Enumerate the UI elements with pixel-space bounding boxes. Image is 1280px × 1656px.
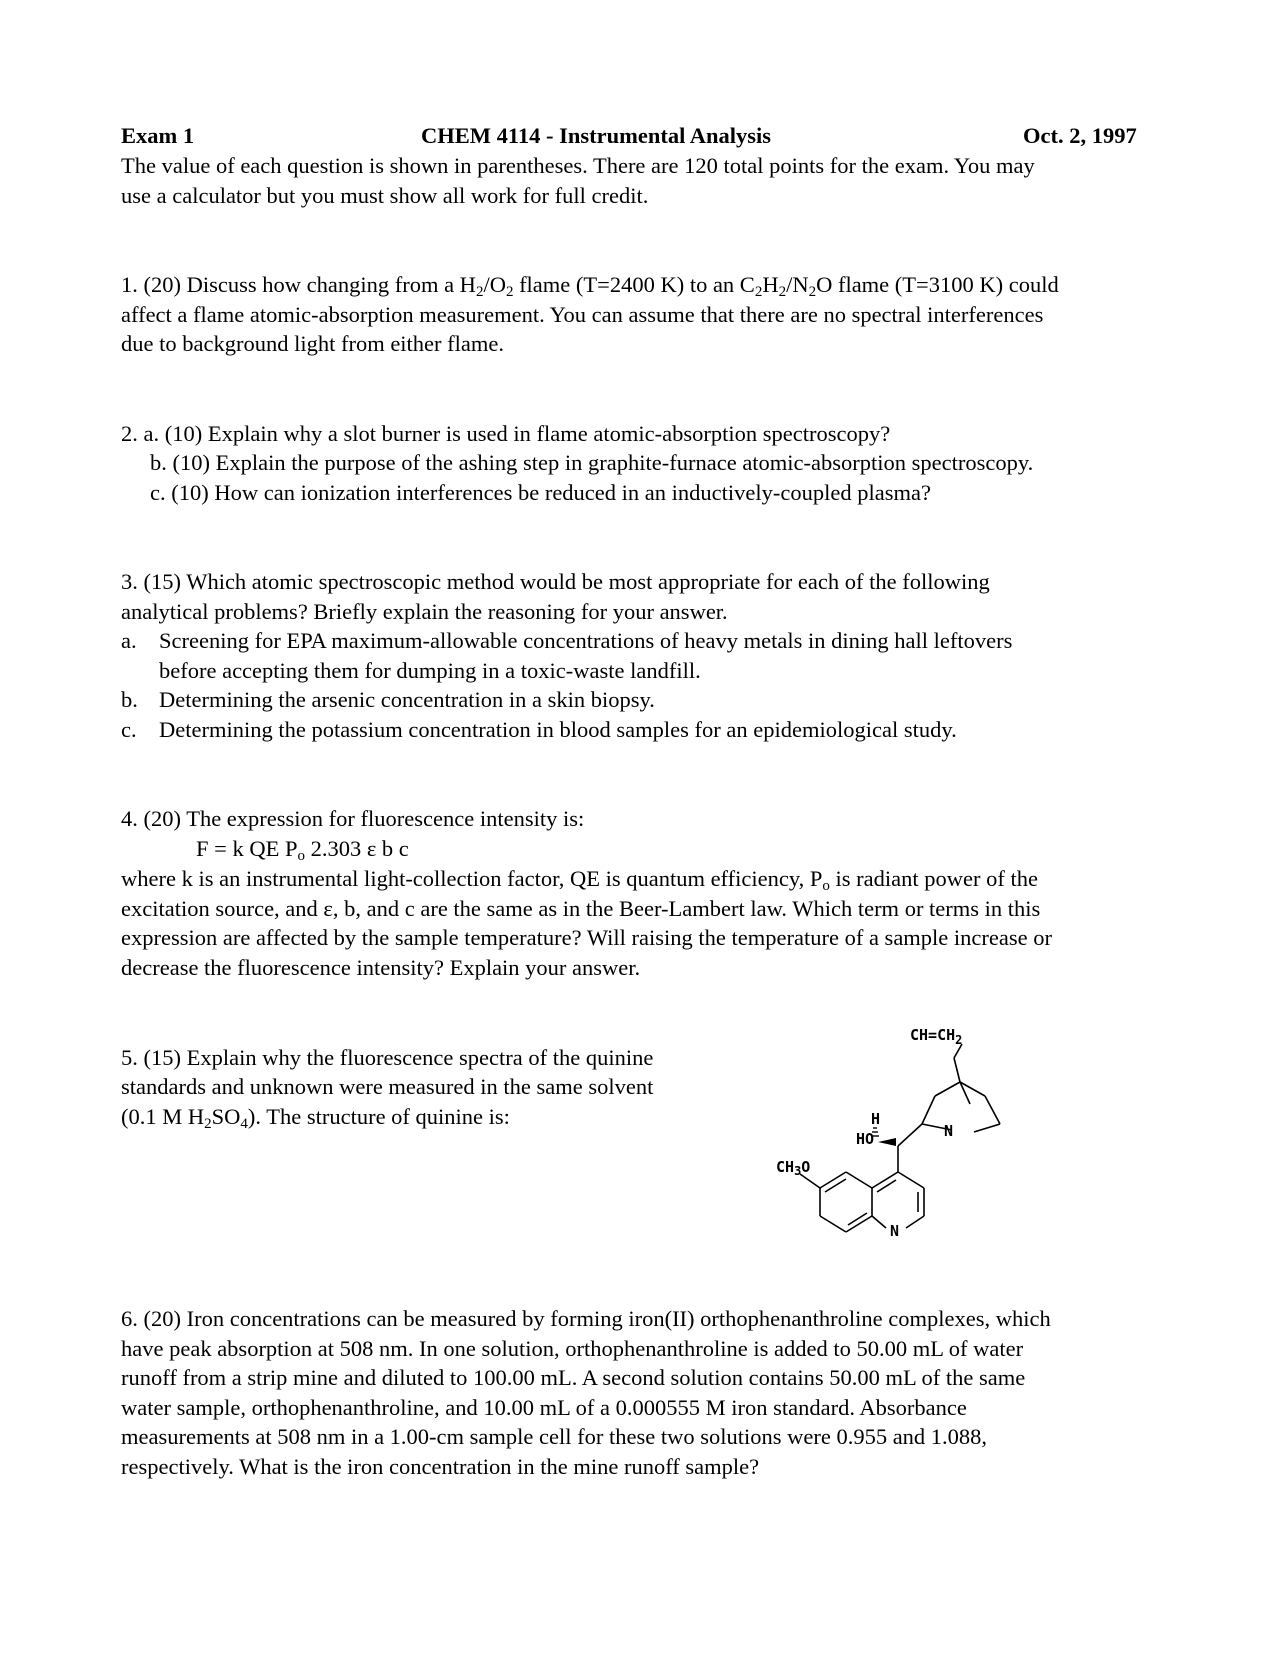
question-2b: b. (10) Explain the purpose of the ashing step in graphite-furnace atomic-absorption spectroscopy. [150,450,1034,475]
bridge-bond [954,1058,960,1082]
intro-line-1: The value of each question is shown in parentheses. There are 120 total points for the exam. You may [121,153,1035,178]
question-4-line-5: expression are affected by the sample temperature? Will raising the temperature of a sample increase or [121,925,1052,950]
question-3-line-2: analytical problems? Briefly explain the reasoning for your answer. [121,599,728,624]
question-3-item-c-line-1: Determining the potassium concentration in blood samples for an epidemiological study. [159,717,957,742]
question-6-line-3: runoff from a strip mine and diluted to 100.00 mL. A second solution contains 50.00 mL of the same [121,1365,1026,1390]
bridge-bond [985,1096,1000,1124]
question-6-line-2: have peak absorption at 508 nm. In one solution, orthophenanthroline is added to 50.00 mL of water [121,1336,1024,1361]
question-3-item-a-line-1: Screening for EPA maximum-allowable concentrations of heavy metals in dining hall leftovers [159,628,1013,653]
hydroxyl-wedge [878,1138,896,1146]
bridge-nitrogen-label: N [944,1122,954,1140]
question-3-item-c-letter: c. [121,717,137,742]
intro-line-2: use a calculator but you must show all work for full credit. [121,183,649,208]
question-2c: c. (10) How can ionization interferences be reduced in an inductively-coupled plasma? [150,480,931,505]
benzo-bond [820,1172,846,1188]
quinoline-double-bond [877,1180,896,1192]
bridge-bond [922,1096,935,1124]
vinyl-label: $CH=CH_2$ [910,1026,963,1047]
bridge-bond [935,1082,960,1096]
methoxy-bond [800,1174,820,1188]
question-3-item-a-letter: a. [121,628,137,653]
question-1-line-3: due to background light from either flame. [121,331,505,356]
question-5-line-1: 5. (15) Explain why the fluorescence spectra of the quinine [121,1045,654,1070]
hydroxyl-label: HO [856,1130,875,1148]
question-4-line-6: decrease the fluorescence intensity? Explain your answer. [121,955,641,980]
question-6-line-6: respectively. What is the iron concentration in the mine runoff sample? [121,1454,760,1479]
quinoline-bond [906,1216,924,1228]
bridge-bond [898,1124,922,1146]
question-3-item-a-line-2: before accepting them for dumping in a toxic-waste landfill. [159,658,701,683]
quinoline-bond [872,1216,886,1228]
question-4-line-3: where k is an instrumental light-collection factor, QE is quantum efficiency, $P_o$ is radiant power of the [121,866,1038,894]
quinine-structure-diagram [770,1024,1030,1264]
benzo-bond [820,1216,846,1232]
question-3-line-1: 3. (15) Which atomic spectroscopic method would be most appropriate for each of the following [121,569,990,594]
exam-date: Oct. 2, 1997 [1023,123,1137,148]
question-5-line-2: standards and unknown were measured in the same solvent [121,1074,654,1099]
question-6-line-1: 6. (20) Iron concentrations can be measured by forming iron(II) orthophenanthroline complexes, which [121,1306,1051,1331]
bridge-bond [974,1124,1000,1132]
question-3-item-b-letter: b. [121,687,138,712]
question-1-line-2: affect a flame atomic-absorption measurement. You can assume that there are no spectral interferences [121,302,1044,327]
quinoline-bond [898,1172,924,1188]
methoxy-label: $CH_3O$ [776,1158,811,1178]
question-3-item-b-line-1: Determining the arsenic concentration in a skin biopsy. [159,687,655,712]
question-4-line-4: excitation source, and ε, b, and c are the same as in the Beer-Lambert law. Which term or terms in this [121,896,1041,921]
hydrogen-label: H [871,1110,881,1128]
fluorescence-equation: F = k QE $P_o$ 2.303 ε b c [196,836,409,864]
question-4-line-1: 4. (20) The expression for fluorescence intensity is: [121,806,585,831]
question-1-line-1: 1. (20) Discuss how changing from a $H_2/O_2$ flame (T=2400 K) to an $C_2H_2/N_2O$ flame (T=3100 K) could [121,272,1059,300]
quinoline-bond [872,1172,898,1188]
benzo-double-bond [825,1179,846,1192]
benzo-bond [846,1172,872,1188]
exam-number: Exam 1 [121,123,195,148]
course-title: CHEM 4114 - Instrumental Analysis [421,123,772,148]
question-6-line-5: measurements at 508 nm in a 1.00-cm sample cell for these two solutions were 0.955 and 1.088, [121,1424,988,1449]
benzo-double-bond [848,1213,867,1225]
question-2a: 2. a. (10) Explain why a slot burner is used in flame atomic-absorption spectroscopy? [121,421,891,446]
ring-nitrogen-label: N [890,1222,900,1240]
question-5-line-3: (0.1 M $H_2SO_4$). The structure of quinine is: [121,1104,510,1132]
question-6-line-4: water sample, orthophenanthroline, and 10.00 mL of a 0.000555 M iron standard. Absorbance [121,1395,967,1420]
